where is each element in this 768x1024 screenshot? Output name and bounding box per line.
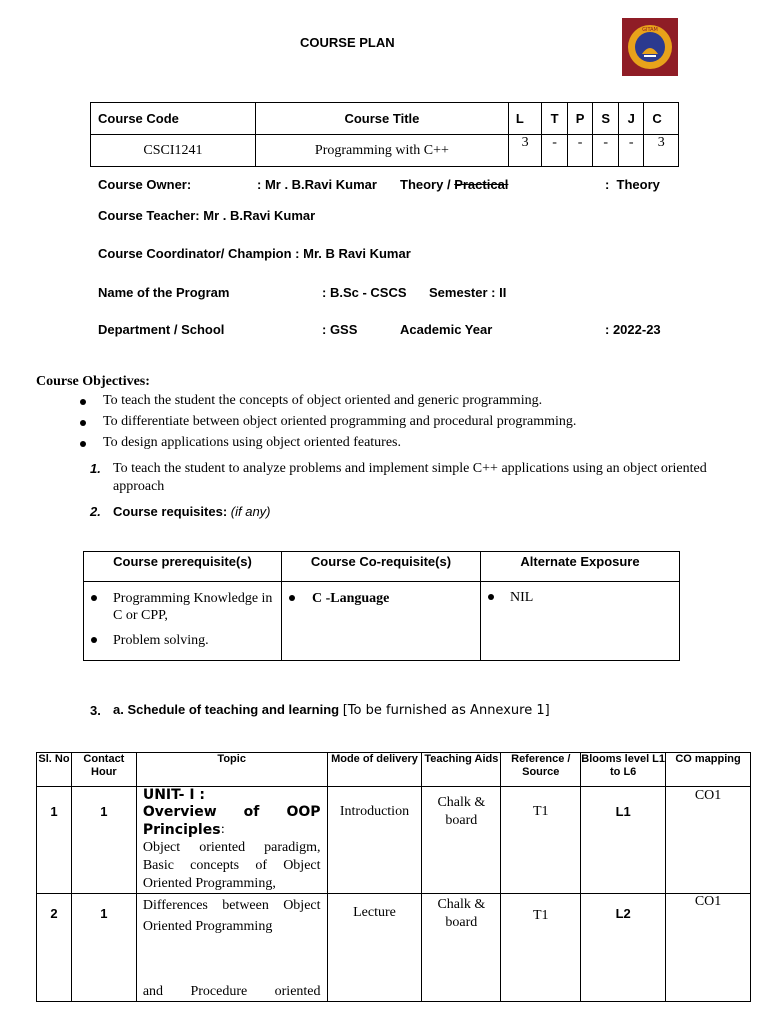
program-value: : B.Sc - CSCS	[322, 285, 407, 300]
objective-text: To design applications using object oriented features.	[103, 435, 401, 450]
alternate-exposure-header: Alternate Exposure	[481, 552, 680, 582]
l-value: 3	[508, 135, 541, 167]
program-label: Name of the Program	[98, 285, 230, 300]
prerequisite-cell	[84, 582, 282, 661]
col-blooms: Blooms level L1 to L6	[581, 753, 666, 787]
list-item	[282, 582, 480, 607]
topic-text: Object oriented paradigm, Basic concepts of Object Oriented Programming,	[142, 840, 321, 891]
list-item	[80, 414, 740, 435]
t-value: -	[542, 135, 568, 167]
unit-title-bold: Overview of OOP Principles	[142, 804, 321, 838]
aids-cell: Chalk & board	[422, 787, 501, 894]
header-c: C	[644, 103, 679, 135]
semester: Semester : II	[429, 285, 507, 300]
list-item	[84, 624, 281, 649]
header-p: P	[567, 103, 593, 135]
numbered-1-text: To teach the student to analyze problems and implement simple C++ applications using an object oriented approach	[113, 461, 707, 494]
co-cell: CO1	[666, 894, 751, 1002]
owner-label: Course Owner:	[98, 177, 192, 192]
unit-label: UNIT- I :	[142, 787, 205, 803]
alternate-exposure-cell	[481, 582, 680, 661]
page-title: COURSE PLAN	[300, 35, 395, 50]
bullet-icon	[91, 637, 97, 643]
blooms-cell: L2	[581, 894, 666, 1002]
blooms-cell: L1	[581, 787, 666, 894]
course-code-value: CSCI1241	[91, 135, 256, 167]
department-value: : GSS	[322, 322, 358, 337]
s-value: -	[593, 135, 619, 167]
aids-cell: Chalk & board	[422, 894, 501, 1002]
list-item	[80, 435, 740, 456]
j-value: -	[618, 135, 643, 167]
schedule-heading-note: [To be furnished as Annexure 1]	[342, 703, 550, 718]
c-value: 3	[644, 135, 679, 167]
table-row	[37, 787, 751, 894]
topic-cell	[136, 894, 327, 1002]
department-label: Department / School	[98, 322, 225, 337]
objective-text: To teach the student the concepts of object oriented and generic programming.	[103, 393, 543, 408]
topic-text: Differences between Object Oriented Programming	[142, 898, 321, 934]
bullet-icon	[80, 441, 86, 447]
mode-cell: Lecture	[327, 894, 422, 1002]
col-mode: Mode of delivery	[327, 753, 422, 787]
requisites-table	[83, 551, 680, 661]
col-reference: Reference / Source	[501, 753, 581, 787]
course-info-table	[90, 102, 679, 167]
course-requisites-note: (if any)	[230, 504, 271, 519]
bullet-icon	[80, 420, 86, 426]
corequisite-cell	[282, 582, 481, 661]
course-coordinator: Course Coordinator/ Champion : Mr. B Ravi Kumar	[98, 246, 411, 261]
col-co-mapping: CO mapping	[666, 753, 751, 787]
header-course-code: Course Code	[91, 103, 256, 135]
list-item	[84, 582, 281, 624]
objectives-heading: Course Objectives:	[36, 374, 150, 389]
academic-year-value: : 2022-23	[605, 322, 661, 337]
list-item	[80, 393, 740, 414]
bullet-icon	[488, 594, 494, 600]
course-teacher: Course Teacher: Mr . B.Ravi Kumar	[98, 208, 316, 223]
list-item	[481, 582, 679, 606]
gitam-emblem-icon	[622, 18, 678, 76]
co-cell: CO1	[666, 787, 751, 894]
schedule-heading-label: a. Schedule of teaching and learning	[113, 702, 340, 717]
mode-cell: Introduction	[327, 787, 422, 894]
hours-cell: 1	[71, 787, 136, 894]
numbered-2-label: 2.	[90, 504, 101, 519]
sl-cell: 1	[37, 787, 72, 894]
course-title-value: Programming with C++	[255, 135, 508, 167]
bullet-icon	[91, 595, 97, 601]
bullet-icon	[80, 399, 86, 405]
objective-text: To differentiate between object oriented programming and procedural programming.	[103, 414, 577, 429]
course-requisites-label: Course requisites:	[113, 504, 228, 519]
academic-year-label: Academic Year	[400, 322, 493, 337]
header-l: L	[508, 103, 541, 135]
gitam-logo	[622, 18, 678, 76]
alternate-exposure-text: NIL	[510, 590, 534, 605]
header-j: J	[618, 103, 643, 135]
col-topic: Topic	[136, 753, 327, 787]
header-course-title: Course Title	[255, 103, 508, 135]
bullet-icon	[289, 595, 295, 601]
reference-cell: T1	[501, 894, 581, 1002]
theory-practical	[400, 177, 508, 192]
reference-cell: T1	[501, 787, 581, 894]
corequisite-text: C -Language	[312, 591, 390, 606]
prerequisite-text: Problem solving.	[113, 633, 209, 648]
col-teaching-aids: Teaching Aids	[422, 753, 501, 787]
table-row	[37, 894, 751, 1002]
prerequisite-header: Course prerequisite(s)	[84, 552, 282, 582]
logo-text: GITAM	[642, 27, 658, 33]
owner-value: : Mr . B.Ravi Kumar	[257, 177, 377, 192]
numbered-1-label: 1.	[90, 461, 101, 476]
p-value: -	[567, 135, 593, 167]
theory-label: Theory /	[400, 177, 451, 192]
unit-title-colon: :	[220, 822, 225, 837]
topic-cell	[136, 787, 327, 894]
header-t: T	[542, 103, 568, 135]
theory-value: : Theory	[605, 177, 660, 192]
course-requisites	[113, 504, 271, 519]
practical-label: Practical	[454, 177, 509, 192]
sl-cell: 2	[37, 894, 72, 1002]
col-contact-hour: Contact Hour	[71, 753, 136, 787]
header-s: S	[593, 103, 619, 135]
schedule-heading	[113, 702, 550, 718]
schedule-table	[36, 752, 751, 1002]
col-sl-no: Sl. No	[37, 753, 72, 787]
topic-tail: and Procedure oriented	[142, 984, 321, 999]
prerequisite-text: Programming Knowledge in C or CPP,	[113, 591, 273, 623]
schedule-number: 3.	[90, 703, 101, 718]
corequisite-header: Course Co-requisite(s)	[282, 552, 481, 582]
objectives-list	[80, 393, 740, 456]
hours-cell: 1	[71, 894, 136, 1002]
